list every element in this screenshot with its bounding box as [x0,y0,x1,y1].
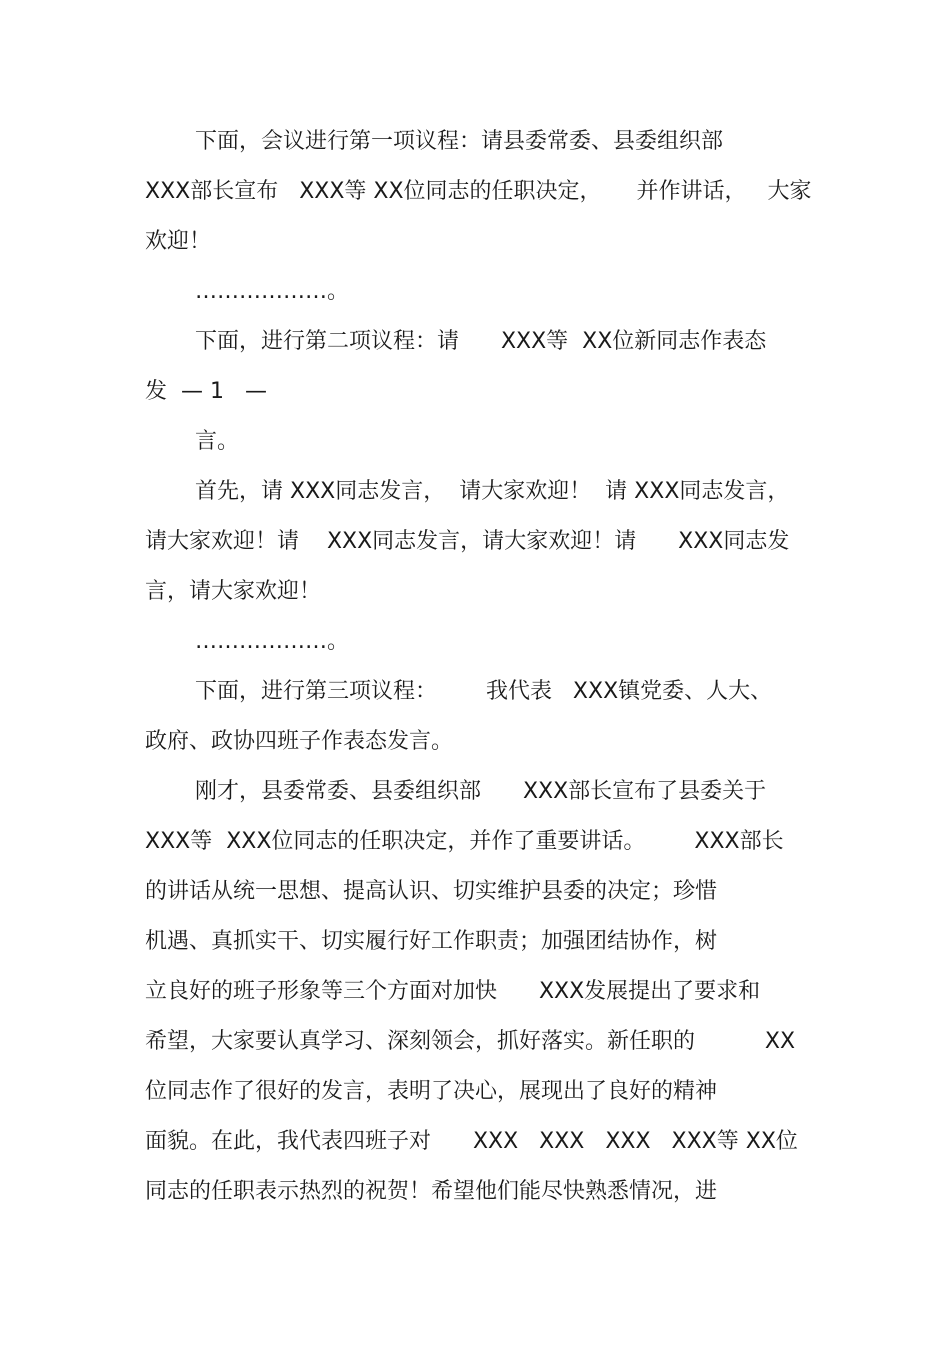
ellipsis-line: ………………。 [195,279,350,304]
text-line: 言。 [195,429,240,454]
text-line: 言，请大家欢迎！ [145,579,322,604]
text-line: 下面，进行第二项议程：请 XXX等 XX位新同志作表态 [195,329,767,354]
text-line: XXX等 XXX位同志的任职决定，并作了重要讲话。 XXX部长 [145,829,784,854]
text-line: 同志的任职表示热烈的祝贺！希望他们能尽快熟悉情况，进 [145,1179,718,1204]
page-number-line: 发 — 1 — [145,379,267,404]
text-line: 的讲话从统一思想、提高认识、切实维护县委的决定；珍惜 [145,879,718,904]
text-line: 欢迎！ [145,229,212,254]
text-line: 下面，进行第三项议程： 我代表 XXX镇党委、人大、 [195,679,773,704]
text-line: 下面，会议进行第一项议程：请县委常委、县委组织部 [195,129,724,154]
text-line: 首先，请 XXX同志发言， 请大家欢迎！ 请 XXX同志发言， [195,479,790,504]
text-line: 希望，大家要认真学习、深刻领会，抓好落实。新任职的 XX [145,1029,796,1054]
text-line: XXX部长宣布 XXX等 XX位同志的任职决定， 并作讲话， 大家 [145,179,812,204]
text-line: 刚才，县委常委、县委组织部 XXX部长宣布了县委关于 [195,779,767,804]
text-line: 机遇、真抓实干、切实履行好工作职责；加强团结协作，树 [145,929,718,954]
text-line: 政府、政协四班子作表态发言。 [145,729,454,754]
text-line: 面貌。在此，我代表四班子对 XXX XXX XXX XXX等 XX位 [145,1129,798,1154]
ellipsis-line: ………………。 [195,629,350,654]
text-line: 立良好的班子形象等三个方面对加快 XXX发展提出了要求和 [145,979,761,1004]
text-line: 请大家欢迎！请 XXX同志发言，请大家欢迎！请 XXX同志发 [145,529,790,554]
text-line: 位同志作了很好的发言，表明了决心，展现出了良好的精神 [145,1079,718,1104]
